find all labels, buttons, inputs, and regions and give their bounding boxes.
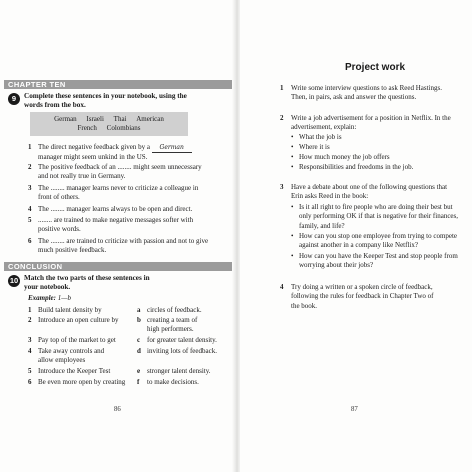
item-number: 2	[28, 316, 32, 324]
bullet-text: Responsibilities and freedoms in the job.	[299, 163, 414, 171]
item-number: 2	[28, 163, 32, 171]
word-box	[30, 112, 188, 136]
project-item-3	[291, 183, 447, 202]
item-text: creating a team of	[147, 316, 198, 324]
bullet-item	[299, 203, 458, 231]
item-text: Try doing a written or a spoken circle of feedback,	[291, 283, 433, 291]
bullet-icon: •	[291, 133, 294, 141]
exercise-10-title	[24, 274, 150, 293]
bullet-text: worrying about their jobs?	[299, 261, 374, 270]
item-number: 3	[28, 336, 32, 344]
word-box-word: American	[136, 115, 164, 123]
item-number: 6	[28, 378, 32, 386]
item-number: 5	[28, 367, 32, 375]
item-text: much positive feedback.	[38, 246, 107, 255]
conclusion-heading: CONCLUSION	[4, 262, 234, 271]
match-left-4	[38, 347, 104, 366]
exercise-10-title-line2: your notebook.	[24, 283, 71, 292]
word-box-word: German	[54, 115, 77, 123]
exercise-10-title-line1: Match the two parts of these sentences in	[24, 274, 150, 282]
item-text: The positive feedback of an ........ might seem unnecessary	[38, 163, 202, 171]
bullet-text: family, and life?	[299, 221, 345, 230]
page-number: 86	[114, 406, 121, 413]
bullet-icon: •	[291, 252, 294, 260]
match-left-5	[38, 367, 110, 376]
bullet-item	[299, 163, 413, 172]
bullet-text: What the job is	[299, 133, 342, 141]
left-page	[0, 0, 234, 472]
item-text: the book.	[291, 301, 318, 310]
bullet-text: Is it all right to fire people who are doing their best but	[299, 203, 453, 211]
bullet-text: only performing OK if that is negative for their finances,	[299, 212, 459, 221]
item-text: to make decisions.	[147, 378, 199, 386]
exercise-9-item-4	[38, 205, 192, 214]
bullet-icon: •	[291, 143, 294, 151]
match-right-a	[147, 306, 202, 315]
word-box-word: Colombians	[106, 124, 141, 132]
item-text: The direct negative feedback given by a	[38, 143, 150, 151]
item-text: The ........ manager learns never to criticize a colleague in	[38, 184, 199, 192]
item-text: following the rules for feedback in Chapter Two of	[291, 292, 434, 301]
item-number: 1	[28, 143, 32, 151]
item-text: The ........ manager learns always to be open and direct.	[38, 205, 193, 213]
exercise-9-item-3	[38, 184, 198, 203]
match-right-e	[147, 367, 211, 376]
exercise-9-item-5	[38, 216, 193, 235]
item-text: Have a debate about one of the following questions that	[291, 183, 448, 191]
match-right-d	[147, 347, 217, 356]
item-text: front of others.	[38, 193, 80, 202]
exercise-9-item-2	[38, 163, 202, 182]
item-text: Introduce the Keeper Test	[38, 367, 111, 375]
item-text: Take away controls and	[38, 347, 105, 355]
bullet-icon: •	[291, 153, 294, 161]
project-work-title: Project work	[345, 62, 406, 73]
item-text: and not really true in Germany.	[38, 172, 126, 181]
bullet-icon: •	[291, 232, 294, 240]
match-left-3	[38, 336, 116, 345]
bullet-text: Where it is	[299, 143, 330, 151]
item-number: 4	[280, 283, 284, 291]
exercise-10-number: 10	[9, 276, 19, 285]
item-text: for greater talent density.	[147, 336, 217, 344]
bullet-item	[299, 252, 458, 271]
item-text: Pay top of the market to get	[38, 336, 116, 344]
word-box-word: French	[77, 124, 97, 132]
match-letter: d	[137, 347, 141, 355]
match-right-c	[147, 336, 217, 345]
word-box-row-1	[30, 115, 188, 124]
item-text: Erin asks Reed in the book:	[291, 192, 369, 201]
example-line	[28, 294, 71, 303]
item-text: manager might seem unkind in the US.	[38, 153, 148, 162]
project-item-4	[291, 283, 433, 311]
bullet-text: How can you have the Keeper Test and stop people from	[299, 252, 458, 260]
item-text: Introduce an open culture by	[38, 316, 119, 324]
chapter-heading: CHAPTER TEN	[4, 80, 234, 89]
match-left-1	[38, 306, 102, 315]
match-letter: b	[137, 316, 141, 324]
match-letter: f	[137, 378, 140, 386]
exercise-9-title	[24, 92, 187, 111]
exercise-9-number: 9	[8, 93, 20, 105]
item-text: inviting lots of feedback.	[147, 347, 217, 355]
match-left-6	[38, 378, 125, 387]
project-item-1	[291, 84, 442, 103]
item-number: 1	[280, 84, 284, 92]
example-label: Example:	[28, 294, 56, 302]
item-text: stronger talent density.	[147, 367, 211, 375]
match-left-2	[38, 316, 118, 325]
item-text: ........ are trained to make negative messages softer with	[38, 216, 194, 224]
item-number: 3	[280, 183, 284, 191]
bullet-item	[299, 232, 457, 251]
bullet-icon: •	[291, 203, 294, 211]
item-number: 4	[28, 347, 32, 355]
word-box-row-2	[30, 124, 188, 133]
item-text: Then, in pairs, ask and answer the questions.	[291, 93, 417, 102]
item-number: 3	[28, 184, 32, 192]
item-text: Be even more open by creating	[38, 378, 126, 386]
bullet-item	[299, 153, 390, 162]
item-text: high performers.	[147, 325, 194, 334]
match-letter: e	[137, 367, 141, 375]
match-letter: a	[137, 306, 141, 314]
item-number: 5	[28, 216, 32, 224]
item-number: 6	[28, 237, 32, 245]
item-text: Write some interview questions to ask Reed Hastings.	[291, 84, 442, 92]
exercise-9-title-line2: words from the box.	[24, 101, 86, 110]
item-text: allow employees	[38, 356, 86, 365]
item-text: Build talent density by	[38, 306, 102, 314]
exercise-9-title-line1: Complete these sentences in your notebook, using the	[24, 92, 187, 100]
bullet-text: against another in a company like Netflix?	[299, 241, 418, 250]
bullet-text: How much money the job offers	[299, 153, 390, 161]
bullet-icon: •	[291, 163, 294, 171]
item-text: The ........ are trained to criticize with passion and not to give	[38, 237, 209, 245]
match-right-f	[147, 378, 199, 387]
project-item-2	[291, 114, 451, 133]
exercise-9-item-6	[38, 237, 208, 256]
item-number: 1	[28, 306, 32, 314]
word-box-word: Israeli	[86, 115, 104, 123]
word-box-word: Thai	[113, 115, 127, 123]
item-text: positive words.	[38, 225, 81, 234]
example-value: 1—b	[57, 294, 71, 302]
page-number: 87	[351, 406, 358, 413]
item-number: 4	[28, 205, 32, 213]
bullet-text: How can you stop one employee from trying to compete	[299, 232, 458, 240]
exercise-9-item-1	[38, 143, 192, 163]
item-number: 2	[280, 114, 284, 122]
item-text: circles of feedback.	[147, 306, 202, 314]
item-text: Write a job advertisement for a position in Netflix. In the	[291, 114, 451, 122]
bullet-item	[299, 143, 330, 152]
bullet-item	[299, 133, 342, 142]
handwritten-answer: German	[159, 144, 184, 151]
item-text: advertisement, explain:	[291, 123, 357, 132]
match-letter: c	[137, 336, 141, 344]
match-right-b	[147, 316, 197, 335]
